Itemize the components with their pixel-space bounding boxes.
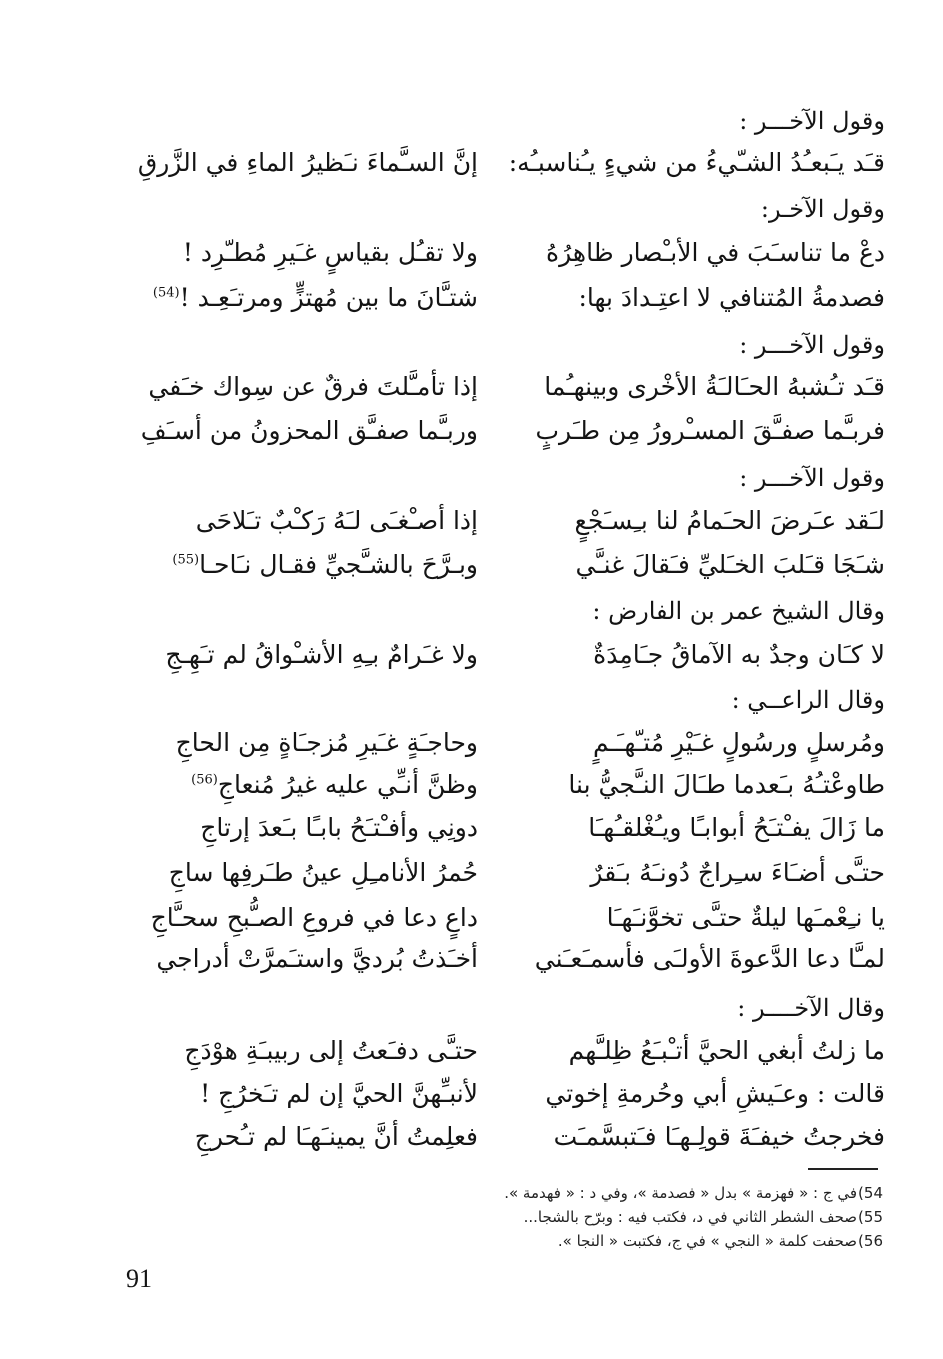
verse-second-hemistich: وربـَّما صفـَّق المحزونُ من أسـَفِ [140, 416, 478, 445]
verse-second-hemistich: لأنبـِّهنَّ الحيَّ إن لم تـَخرُجِ ! [200, 1079, 478, 1108]
verse-first-hemistich: شـَجَا قـَلبَ الخـَليِّ فـَقالَ غنـَّي [575, 550, 885, 579]
verse-second-hemistich: ولا تقـُل بقياسٍ غـَيرِ مُطـّرِد ! [182, 238, 478, 267]
verse-second-hemistich: وظنَّ أنـِّي عليه غيرُ مُنعاجِ$^{(56)}$ [191, 770, 478, 799]
verse-second-hemistich: وبـرَّحَ بالشـَّجيِّ فقـال نـَاحـا$^{(55)}$ [172, 550, 478, 579]
verse-second-hemistich: فعلِمتُ أنَّ يمينـَهـَا لم تـُحرجِ [194, 1122, 478, 1151]
verse-first-hemistich: طاوعْتـُهُ بـَعدما طـَالَ النـَّجيُّ بنا [568, 770, 885, 799]
poem-heading: وقول الآخـــر : [739, 464, 885, 492]
footnote: 54)في ج : « فهزمة » بدل « فصدمة »، وفي د : « فهدمة ». [504, 1184, 883, 1202]
verse-second-hemistich: داعٍ دعا في فروعِ الصـُّبحِ سحـَّاجِ [150, 903, 478, 932]
poem-heading: وقول الآخـــر : [739, 331, 885, 359]
verse-first-hemistich: لمـَّا دعا الدَّعوةَ الأولـَى فأسمـَعـَني [534, 944, 885, 973]
footnote-ref: (55) [172, 552, 200, 568]
verse-second-hemistich: إذا تأمـَّلتَ فرقٌ عن سِواك خـَفي [148, 372, 478, 401]
verse-first-hemistich: حتـَّى أضـَاءَ سـِراجٌ دُونـَهُ بـَقرٌ [590, 858, 885, 887]
poem-heading: وقال الراعــي : [731, 686, 885, 714]
verse-second-hemistich: أخـَذتُ بُرديَّ واستـَمرَّتْ أدراجي [156, 944, 478, 973]
footnote-separator [808, 1168, 878, 1170]
footnote: 56)صحفت كلمة « النجي » في ج، فكتبت « النجا ». [557, 1232, 883, 1250]
verse-second-hemistich: دونِي وأفـْتـَحُ بابـًا بـَعدَ إرتاجِ [200, 813, 478, 842]
verse-second-hemistich: حُمرُ الأنامـِلِ عينُ طـَرفِها ساجِ [168, 858, 478, 887]
verse-first-hemistich: قـَد تـُشبهُ الحـَالـَةُ الأخْرى وبينهـُما [544, 372, 885, 401]
verse-first-hemistich: ما زَالَ يفـْتـَحُ أبوابـًا ويـُغْلقـُهـَا [588, 813, 885, 842]
verse-second-hemistich: شتـَّانَ ما بين مُهتزٍّ ومرتـَعِـد !$^{(54)}$ [152, 283, 478, 312]
poem-heading: وقول الآخـر: [760, 195, 885, 223]
verse-second-hemistich: ولا غـَرامٌ بـِهِ الأشـْواقُ لم تـَهِـجِ [165, 640, 478, 669]
verse-first-hemistich: قالت : وعـَيشِ أبي وحُرمةِ إخوتي [545, 1079, 885, 1108]
poem-heading: وقال الآخــــر : [737, 994, 885, 1022]
verse-first-hemistich: فصدمةُ المُتنافي لا اعتِـدادَ بها: [578, 283, 885, 312]
verse-first-hemistich: لـَقد عـَرضَ الحـَمامُ لنا بـِسـَجْعٍ [574, 506, 885, 535]
verse-first-hemistich: يا نـِعْمـَها ليلةٌ حتـَّى تخوَّنـَهـَا [606, 903, 885, 932]
verse-first-hemistich: ما زلتُ أبغي الحيَّ أتـْبـَعُ ظِلـَّهم [568, 1036, 885, 1065]
verse-first-hemistich: ومُرسلٍ ورسُولٍ غـَيْرِ مُتـّهـَـمٍ [593, 728, 885, 757]
footnote-ref: (54) [152, 285, 180, 301]
verse-first-hemistich: لا كـَان وجدٌ به الآماقُ جـَامِدَةٌ [593, 640, 885, 669]
poem-heading: وقال الشيخ عمر بن الفارض : [592, 597, 885, 625]
verse-first-hemistich: فربـَّما صفـَّقَ المسـْرورُ مِن طـَربٍ [535, 416, 885, 445]
verse-second-hemistich: وحاجـَةٍ غـَيرِ مُزجـَاةٍ مِن الحاجِ [175, 728, 478, 757]
verse-second-hemistich: إذا أصـْغـَى لـَهُ رَكـْبٌ تـَلاحَى [195, 506, 478, 535]
poem-heading: وقول الآخـــر : [739, 107, 885, 135]
verse-first-hemistich: فخرجتُ خيفـَةَ قولِـهـَا فـَتبسَّمـَت [553, 1122, 885, 1151]
footnote: 55)صحف الشطر الثاني في د، فكتب فيه : وبرّح بالشجا... [523, 1208, 883, 1226]
page-number: 91 [126, 1264, 152, 1293]
verse-second-hemistich: إنَّ السـَّماءَ نـَظيرُ الماءِ في الزَّرقِ [137, 148, 478, 177]
footnote-ref: (56) [191, 772, 218, 788]
verse-first-hemistich: قـَد يـَبعـُدُ الشـّيءُ من شيءٍ يـُناسبـُه: [508, 148, 885, 177]
verse-first-hemistich: دعْ ما تناسـَبَ في الأبـْصار ظاهِرُهُ [546, 238, 885, 267]
verse-second-hemistich: حتـَّى دفـَعتُ إلى ربيبـَةِ هوْدَجِ [184, 1036, 478, 1065]
